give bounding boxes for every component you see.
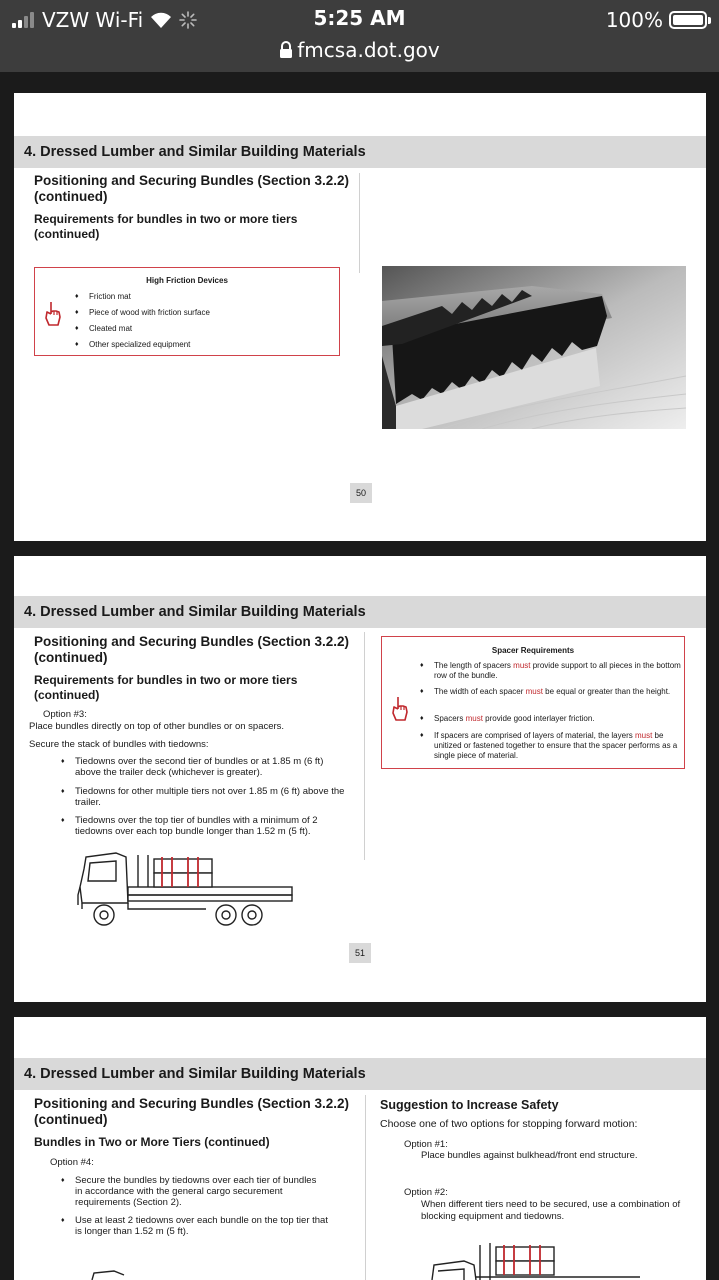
- battery-percent: 100%: [605, 8, 663, 32]
- cleated-mat-photo: [382, 266, 686, 429]
- right-intro: Choose one of two options for stopping forward motion:: [380, 1118, 638, 1130]
- secure-text: Secure the stack of bundles with tiedowns:: [29, 739, 209, 750]
- opt1-label: Option #1:: [404, 1139, 448, 1150]
- opt1-text: Place bundles against bulkhead/front end structure.: [421, 1150, 638, 1161]
- page-number: 51: [349, 943, 371, 963]
- battery-icon: [669, 11, 707, 29]
- box-title: Spacer Requirements: [491, 646, 575, 655]
- page-number: 50: [350, 483, 372, 503]
- page-title: Positioning and Securing Bundles (Section 3.2.2) (continued): [34, 173, 350, 204]
- pdf-page-50: [14, 93, 706, 541]
- truck-illustration: [76, 843, 296, 939]
- opt2-text: When different tiers need to be secured, use a combination of blocking equipment and tiedowns.: [421, 1199, 681, 1222]
- tiedown-bullet: ♦ Tiedowns over the top tier of bundles with a minimum of 2 tiedowns over each top bundle longer than 1.52 m (5 ft).: [61, 815, 346, 837]
- page-title: Positioning and Securing Bundles (Section 3.2.2) (continued): [34, 634, 350, 665]
- option-bullet: ♦ Use at least 2 tiedowns over each bundle on the top tier that is longer than 1.52 m (5 ft).: [61, 1215, 331, 1237]
- right-heading: Suggestion to Increase Safety: [380, 1098, 559, 1112]
- page-subtitle: Bundles in Two or More Tiers (continued): [34, 1135, 270, 1149]
- clock: 5:25 AM: [313, 6, 406, 30]
- section-header: 4. Dressed Lumber and Similar Building Materials: [14, 1058, 706, 1090]
- page-subtitle: Requirements for bundles in two or more tiers (continued): [34, 673, 298, 702]
- box-item: ♦ Cleated mat: [75, 324, 132, 334]
- carrier-name: VZW Wi-Fi: [42, 8, 144, 32]
- section-header: 4. Dressed Lumber and Similar Building Materials: [14, 136, 706, 168]
- pdf-page-52: [14, 1017, 706, 1280]
- column-divider: [359, 173, 360, 273]
- box-title: High Friction Devices: [146, 276, 228, 285]
- box-item: ♦ Other specialized equipment: [75, 340, 190, 350]
- url-text[interactable]: fmcsa.dot.gov: [297, 38, 440, 62]
- pdf-page-51: [14, 556, 706, 1002]
- option-text: Place bundles directly on top of other bundles or on spacers.: [29, 721, 285, 732]
- spacer-bullet-length: ♦ The length of spacers must provide support to all pieces in the bottom row of the bundle.: [420, 661, 682, 681]
- section-header: 4. Dressed Lumber and Similar Building Materials: [14, 596, 706, 628]
- lock-icon: [279, 41, 293, 59]
- truck-illustration-partial: [424, 1239, 644, 1280]
- page-title: Positioning and Securing Bundles (Section 3.2.2) (continued): [34, 1096, 350, 1127]
- option-label: Option #3:: [43, 709, 87, 720]
- option-bullet: ♦ Secure the bundles by tiedowns over each tier of bundles in accordance with the general cargo securement requirements (Section 2).: [61, 1175, 321, 1208]
- pointing-hand-icon: [390, 695, 410, 723]
- address-bar[interactable]: [0, 38, 719, 62]
- column-divider: [364, 632, 365, 860]
- box-item: ♦ Piece of wood with friction surface: [75, 308, 210, 318]
- spacer-bullet-layers: ♦ If spacers are comprised of layers of material, the layers must be unitized or fastened together to ensure that the spacer performs as a single piece of material.: [420, 731, 682, 761]
- spacer-requirements-box: [381, 636, 685, 769]
- spacer-bullet-width: ♦ The width of each spacer must be equal or greater than the height.: [420, 687, 682, 697]
- column-divider: [365, 1095, 366, 1280]
- opt2-label: Option #2:: [404, 1187, 448, 1198]
- spacer-bullet-friction: ♦ Spacers must provide good interlayer friction.: [420, 714, 682, 724]
- tiedown-bullet: ♦ Tiedowns for other multiple tiers not over 1.85 m (6 ft) above the trailer.: [61, 786, 346, 808]
- pointing-hand-icon: [43, 300, 63, 328]
- status-bar: [0, 0, 719, 72]
- tiedown-bullet: ♦ Tiedowns over the second tier of bundles or at 1.85 m (6 ft) above the trailer deck (whichever is greater).: [61, 756, 346, 778]
- truck-illustration-partial: [84, 1267, 164, 1280]
- battery-group: [606, 8, 707, 32]
- high-friction-devices-box: [34, 267, 340, 356]
- box-item: ♦ Friction mat: [75, 292, 131, 302]
- option-label: Option #4:: [50, 1157, 94, 1168]
- page-subtitle: Requirements for bundles in two or more tiers (continued): [34, 212, 298, 241]
